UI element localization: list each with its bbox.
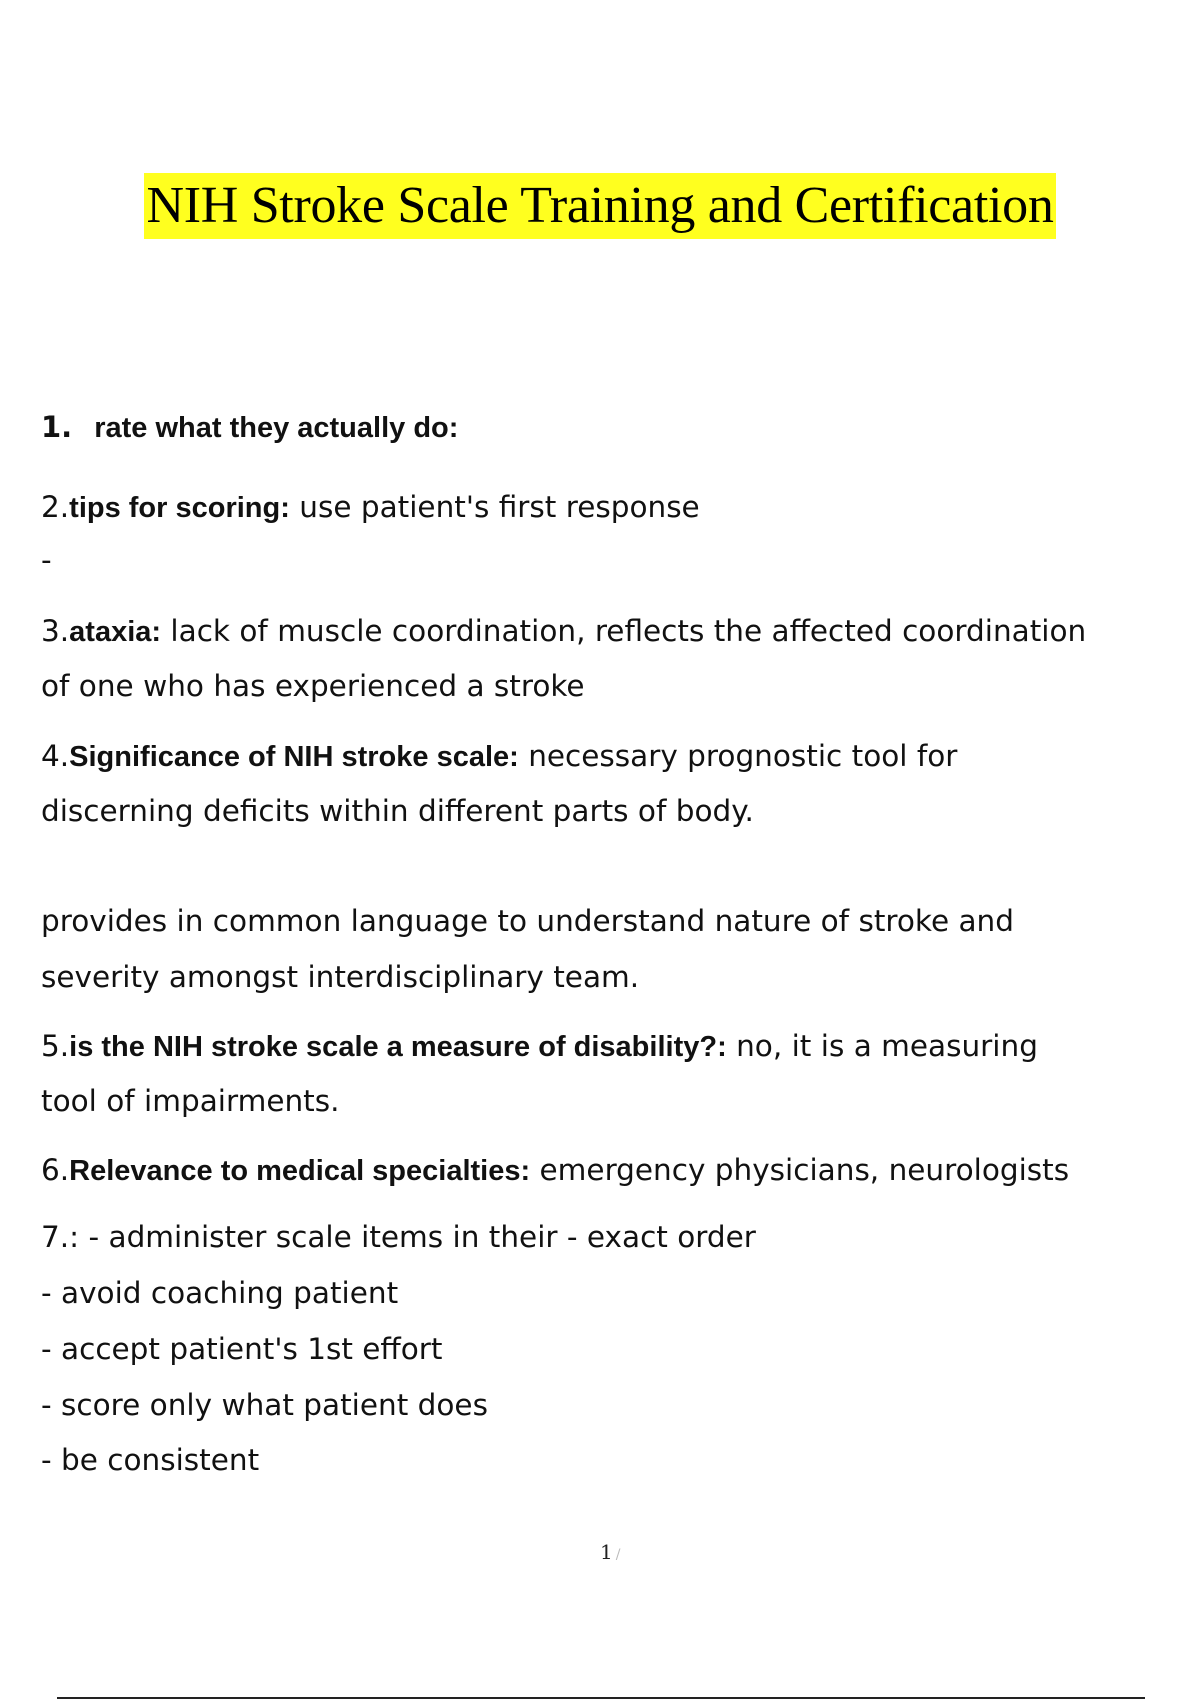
list-item-7-bullet: - be consistent — [41, 1443, 260, 1477]
item-definition: lack of muscle coordination, reflects the affected coordination — [161, 614, 1087, 648]
item-term: Relevance to medical specialties: — [69, 1155, 531, 1187]
list-item-4-extra-line-2: severity amongst interdisciplinary team. — [41, 960, 640, 994]
item-definition: no, it is a measuring — [726, 1029, 1038, 1063]
page-separator: / — [615, 1547, 621, 1563]
item-definition: - administer scale items in their - exact order — [79, 1220, 756, 1254]
list-item-4-continued: discerning deficits within different parts of body. — [41, 794, 754, 828]
list-item-1 — [41, 410, 458, 445]
list-item-5-continued: tool of impairments. — [41, 1084, 340, 1118]
list-item-7-bullet: - score only what patient does — [41, 1388, 488, 1422]
item-term: : — [69, 1220, 80, 1254]
item-definition: necessary prognostic tool for — [518, 739, 958, 773]
item-term: is the NIH stroke scale a measure of disability?: — [69, 1031, 727, 1063]
page-number-value: 1 — [600, 1540, 613, 1564]
list-item-2 — [41, 480, 1181, 536]
item-term: ataxia: — [69, 616, 162, 648]
item-term: rate what they actually do: — [94, 412, 459, 444]
item-number: 7. — [41, 1220, 70, 1254]
list-item-3-continued: of one who has experienced a stroke — [41, 669, 585, 703]
list-item-3 — [41, 604, 1181, 660]
list-item-7-bullet: - avoid coaching patient — [41, 1276, 399, 1310]
document-title: NIH Stroke Scale Training and Certification — [144, 173, 1055, 239]
item-number: 5. — [41, 1029, 70, 1063]
footer-divider — [57, 1697, 1145, 1699]
page-number — [600, 1540, 620, 1564]
dash-line: - — [41, 543, 52, 577]
item-number: 6. — [41, 1153, 70, 1187]
list-item-4 — [41, 729, 1181, 785]
list-item-7 — [41, 1210, 1181, 1265]
list-item-4-extra-line-1: provides in common language to understand nature of stroke and — [41, 904, 1014, 938]
item-number: 4. — [41, 739, 70, 773]
item-number: 3. — [41, 614, 70, 648]
list-item-6 — [41, 1143, 1181, 1199]
item-term: Significance of NIH stroke scale: — [69, 741, 519, 773]
list-item-5 — [41, 1019, 1181, 1075]
item-definition: emergency physicians, neurologists — [530, 1153, 1070, 1187]
item-number: 1. — [41, 410, 73, 444]
item-number: 2. — [41, 490, 70, 524]
item-definition: use patient's first response — [289, 490, 700, 524]
list-item-7-bullet: - accept patient's 1st effort — [41, 1332, 443, 1366]
title-wrap — [0, 173, 1200, 239]
item-term: tips for scoring: — [69, 492, 290, 524]
